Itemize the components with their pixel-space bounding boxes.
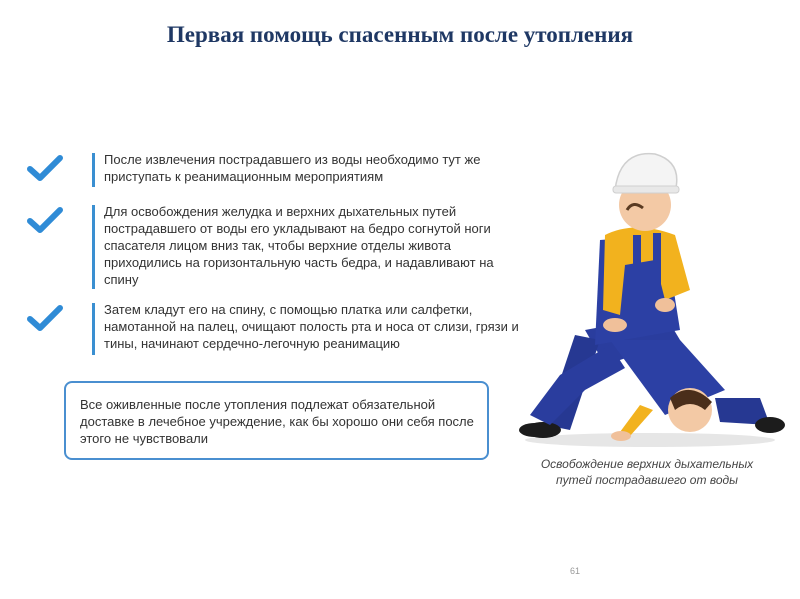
list-item — [26, 153, 526, 187]
item-text: После извлечения пострадавшего из воды необходимо тут же приступать к реанимационным мероприятиям — [104, 152, 481, 184]
item-text: Затем кладут его на спину, с помощью платка или салфетки, намотанной на палец, очищают полость рта и носа от слизи, грязи и тины, начинают сердечно-легочную реанимацию — [104, 302, 519, 351]
checkmark-icon — [26, 303, 64, 333]
item-bar — [92, 205, 95, 289]
note-box — [64, 381, 489, 460]
checkmark-icon — [26, 153, 64, 183]
item-text: Для освобождения желудка и верхних дыхательных путей пострадавшего от воды его укладывают на бедро согнутой ноги спасателя лицом вниз так, чтобы верхние отделы живота приходились на горизонтальную часть бедра, и надавливают на спину — [104, 204, 494, 287]
page-number: 61 — [570, 566, 581, 576]
checkmark-icon — [26, 205, 64, 235]
page-title: Первая помощь спасенным после утопления — [166, 22, 634, 47]
item-bar — [92, 153, 95, 187]
list-item — [26, 303, 526, 355]
note-text: Все оживленные после утопления подлежат обязательной доставке в лечебное учреждение, как бы хорошо они себя после этого не чувствовали — [80, 397, 474, 446]
illustration-caption: Освобождение верхних дыхательных путей пострадавшего от воды — [540, 457, 754, 487]
rescuer-illustration — [515, 140, 785, 450]
list-item — [26, 205, 526, 289]
item-bar — [92, 303, 95, 355]
